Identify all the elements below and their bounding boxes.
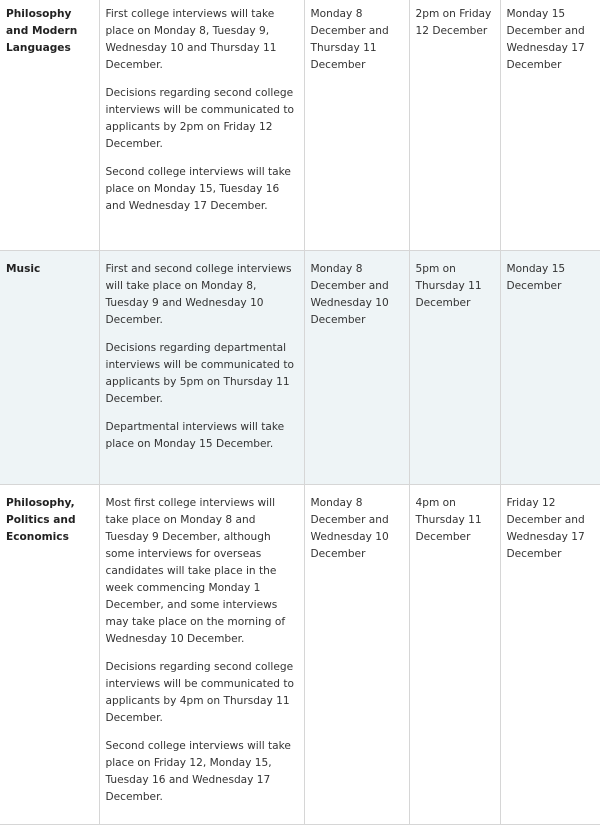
subject-cell: Philosophy, Politics and Economics <box>0 484 99 824</box>
second-interview-dates-cell: Monday 15 December <box>500 250 600 484</box>
details-paragraph: Decisions regarding departmental interviews will be communicated to applicants by 5pm on Thursday 11 December. <box>105 341 294 405</box>
details-paragraph: First college interviews will take place on Monday 8, Tuesday 9, Wednesday 10 and Thursday 11 December. <box>105 8 277 71</box>
details-paragraph: Second college interviews will take place on Friday 12, Monday 15, Tuesday 16 and Wednesday 17 December. <box>105 739 291 803</box>
interview-dates-cell: Monday 8 December and Wednesday 10 December <box>304 250 409 484</box>
decision-time-cell: 5pm on Thursday 11 December <box>409 250 500 484</box>
details-paragraph: Decisions regarding second college interviews will be communicated to applicants by 4pm on Thursday 11 December. <box>105 660 294 724</box>
decision-time-cell: 2pm on Friday 12 December <box>409 0 500 250</box>
details-paragraph: Decisions regarding second college interviews will be communicated to applicants by 2pm on Friday 12 December. <box>105 87 294 150</box>
details-paragraph: Most first college interviews will take place on Monday 8 and Tuesday 9 December, although some interviews for overseas candidates will take place in the week commencing Monday 1 December, and some interviews may take place on the morning of Wednesday 10 December. <box>105 496 286 645</box>
interview-dates-cell: Monday 8 December and Wednesday 10 December <box>304 484 409 824</box>
subject-cell: Philosophy and Modern Languages <box>0 0 99 250</box>
details-cell <box>99 250 304 484</box>
table-row <box>0 0 600 250</box>
second-interview-dates-cell: Monday 15 December and Wednesday 17 December <box>500 0 600 250</box>
decision-time-cell: 4pm on Thursday 11 December <box>409 484 500 824</box>
details-paragraph: First and second college interviews will take place on Monday 8, Tuesday 9 and Wednesday 10 December. <box>105 262 292 326</box>
details-paragraph: Second college interviews will take place on Monday 15, Tuesday 16 and Wednesday 17 December. <box>105 166 291 212</box>
interview-dates-cell: Monday 8 December and Thursday 11 December <box>304 0 409 250</box>
table-row <box>0 250 600 484</box>
details-cell <box>99 484 304 824</box>
table-row <box>0 484 600 824</box>
subject-cell: Music <box>0 250 99 484</box>
second-interview-dates-cell: Friday 12 December and Wednesday 17 December <box>500 484 600 824</box>
details-cell <box>99 0 304 250</box>
details-paragraph: Departmental interviews will take place on Monday 15 December. <box>105 420 285 450</box>
